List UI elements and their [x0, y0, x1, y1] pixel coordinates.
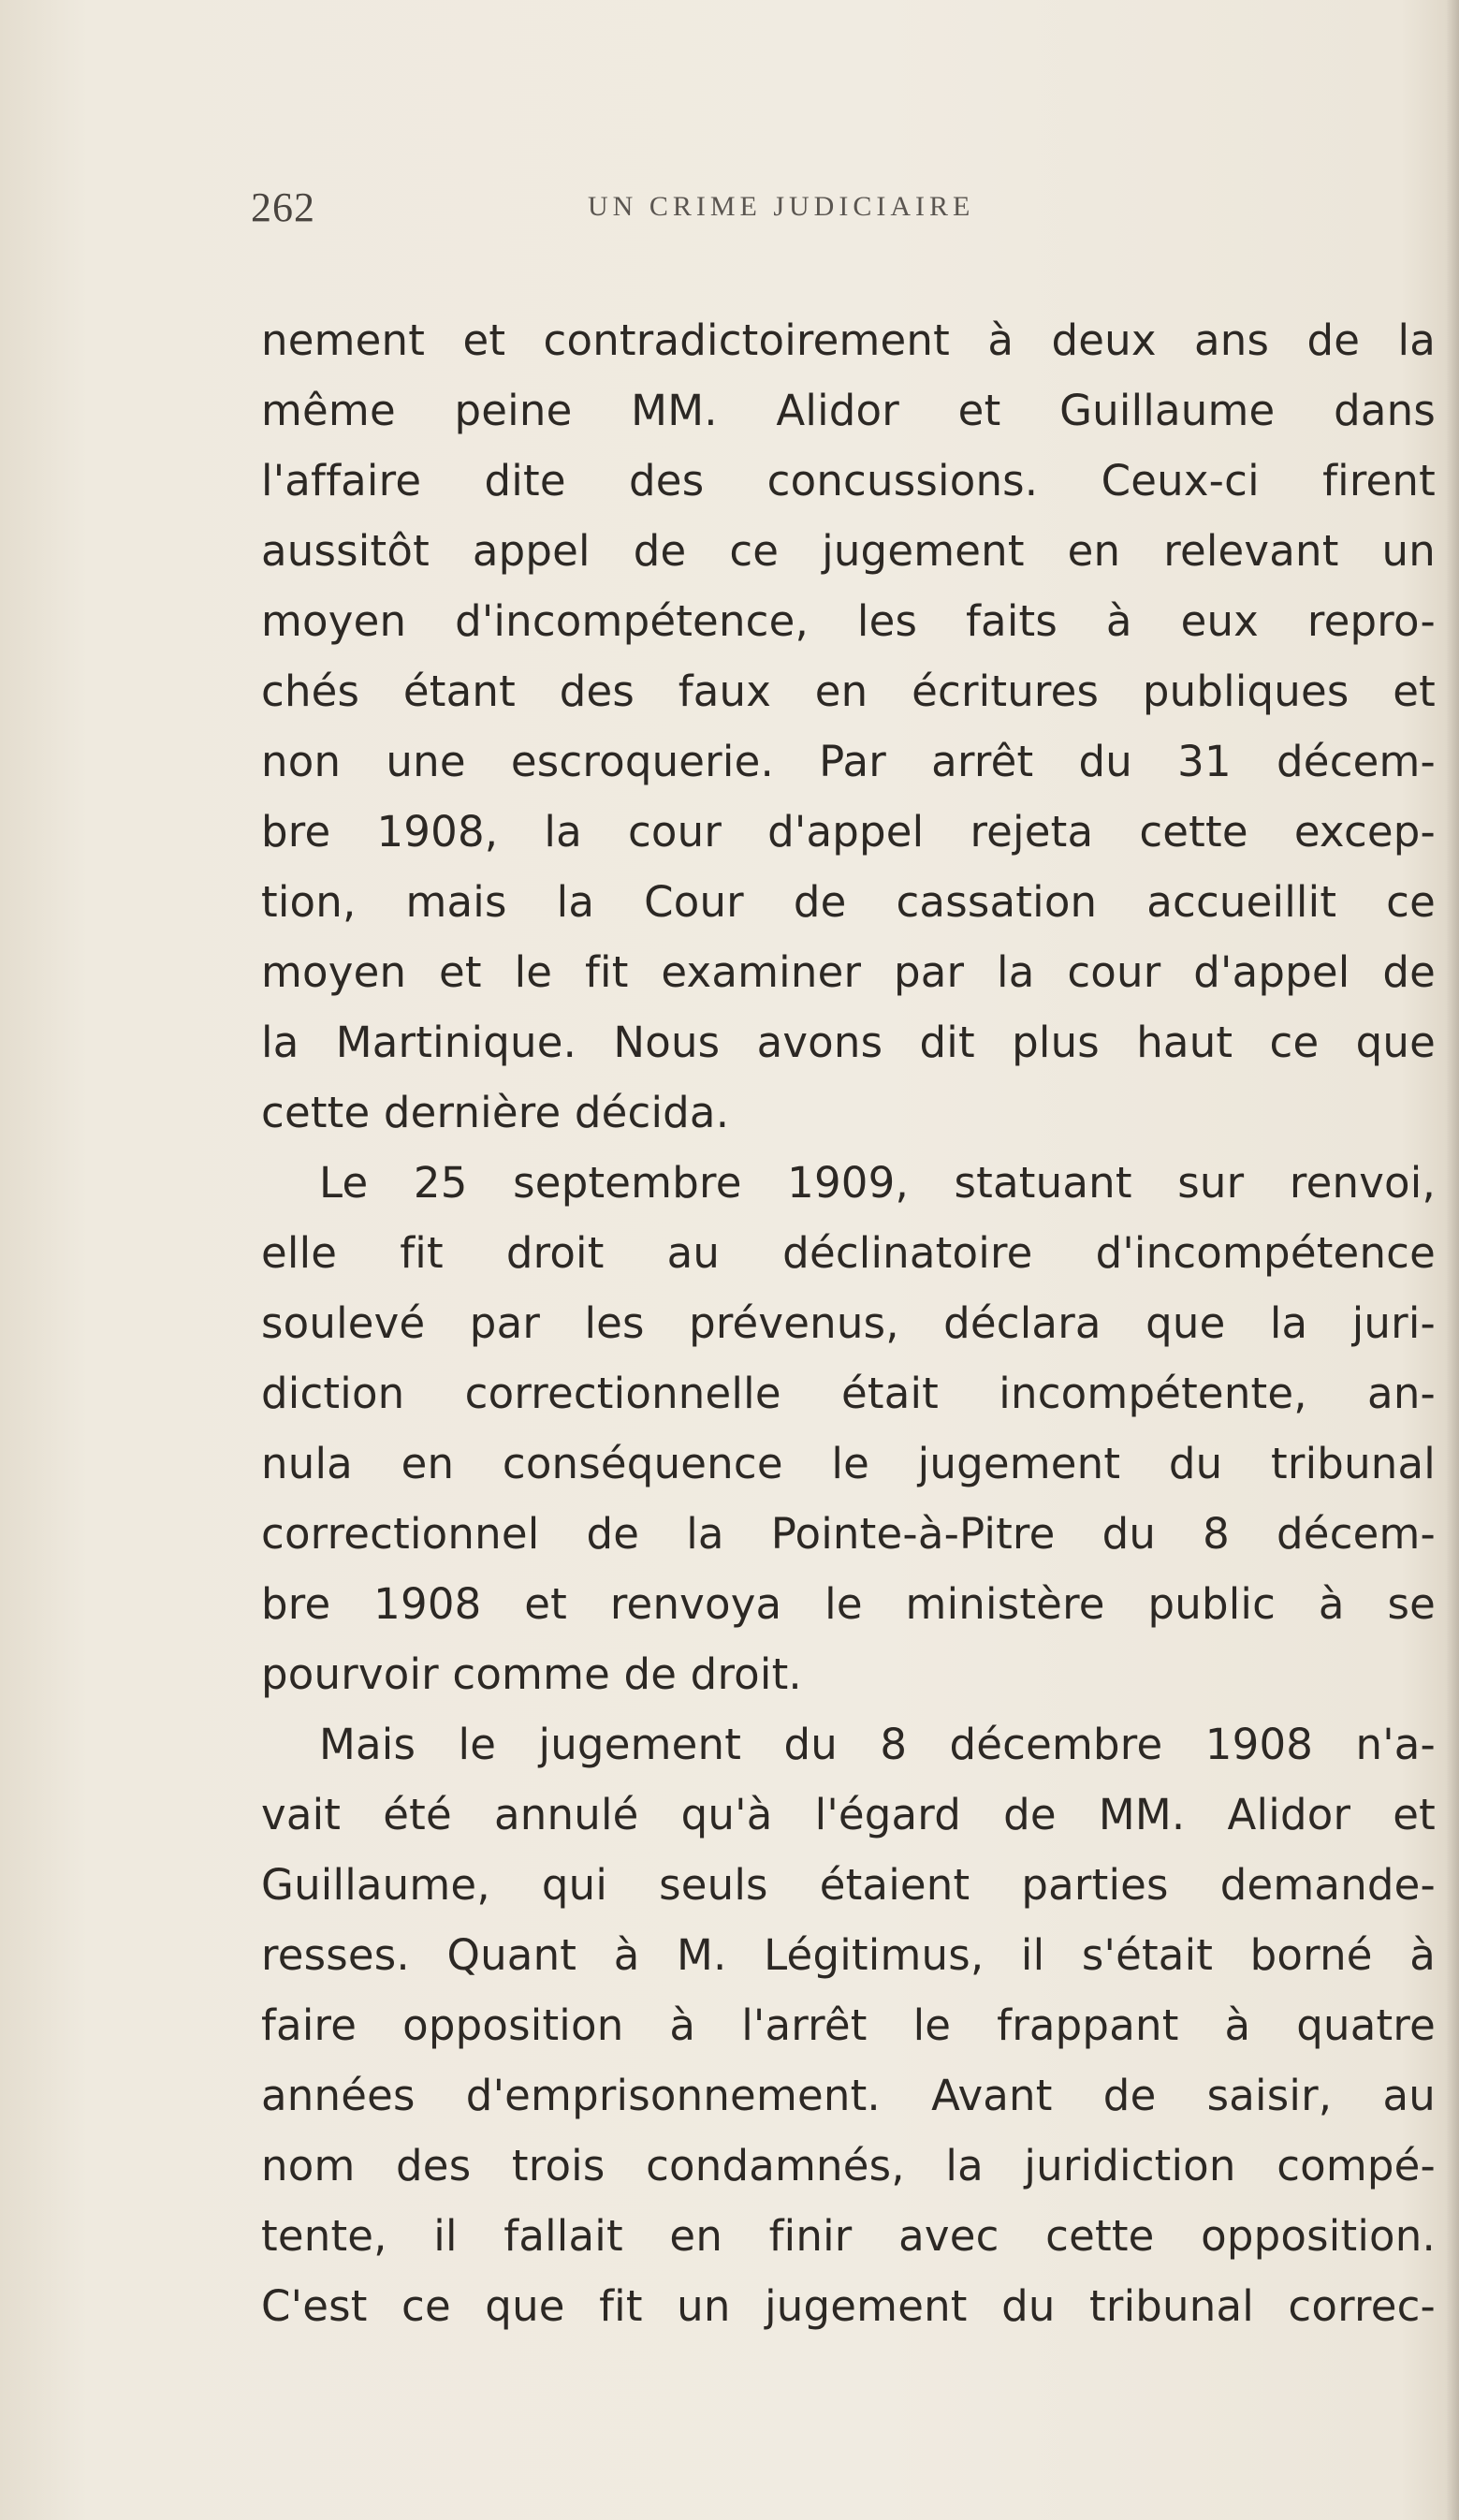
text-line: elle fit droit au déclinatoire d'incompétence — [261, 1228, 1436, 1278]
text-line: moyen et le fit examiner par la cour d'appel de — [261, 947, 1436, 997]
text-line: vait été annulé qu'à l'égard de MM. Alidor et — [261, 1790, 1436, 1839]
text-line: nement et contradictoirement à deux ans de la — [261, 315, 1436, 365]
text-line: faire opposition à l'arrêt le frappant à quatre — [261, 2000, 1436, 2050]
text-line: diction correctionnelle était incompétente, an- — [261, 1369, 1436, 1418]
page-edge-shadow — [1446, 0, 1459, 2520]
text-line: années d'emprisonnement. Avant de saisir, au — [261, 2071, 1436, 2120]
body-text — [261, 305, 1436, 2341]
text-line: la Martinique. Nous avons dit plus haut ce que — [261, 1018, 1436, 1067]
text-line: cette dernière décida. — [261, 1088, 730, 1137]
running-title: UN CRIME JUDICIAIRE — [588, 191, 975, 222]
text-line: nula en conséquence le jugement du tribunal — [261, 1439, 1436, 1488]
text-line: même peine MM. Alidor et Guillaume dans — [261, 386, 1436, 435]
text-line: moyen d'incompétence, les faits à eux repro- — [261, 596, 1436, 646]
text-line: Guillaume, qui seuls étaient parties demande- — [261, 1860, 1436, 1910]
text-line: non une escroquerie. Par arrêt du 31 décem- — [261, 737, 1436, 786]
text-line: chés étant des faux en écritures publiques et — [261, 667, 1436, 716]
text-line: correctionnel de la Pointe-à-Pitre du 8 décem- — [261, 1509, 1436, 1559]
text-line: tente, il fallait en finir avec cette opposition. — [261, 2211, 1436, 2261]
text-line: soulevé par les prévenus, déclara que la juri- — [261, 1298, 1436, 1348]
text-line: C'est ce que fit un jugement du tribunal correc- — [261, 2281, 1436, 2331]
page-number: 262 — [251, 184, 315, 230]
text-line: l'affaire dite des concussions. Ceux-ci firent — [261, 456, 1436, 505]
text-line: bre 1908, la cour d'appel rejeta cette excep- — [261, 807, 1436, 857]
text-line: pourvoir comme de droit. — [261, 1649, 802, 1699]
text-line: bre 1908 et renvoya le ministère public à se — [261, 1579, 1436, 1629]
page-header — [251, 183, 1187, 240]
text-line: tion, mais la Cour de cassation accueillit ce — [261, 877, 1436, 927]
text-line: aussitôt appel de ce jugement en relevant un — [261, 526, 1436, 576]
text-line: Mais le jugement du 8 décembre 1908 n'a- — [319, 1720, 1436, 1769]
text-line: resses. Quant à M. Légitimus, il s'était borné à — [261, 1930, 1436, 1980]
text-line: nom des trois condamnés, la juridiction compé- — [261, 2141, 1436, 2190]
text-line: Le 25 septembre 1909, statuant sur renvoi, — [319, 1158, 1436, 1208]
